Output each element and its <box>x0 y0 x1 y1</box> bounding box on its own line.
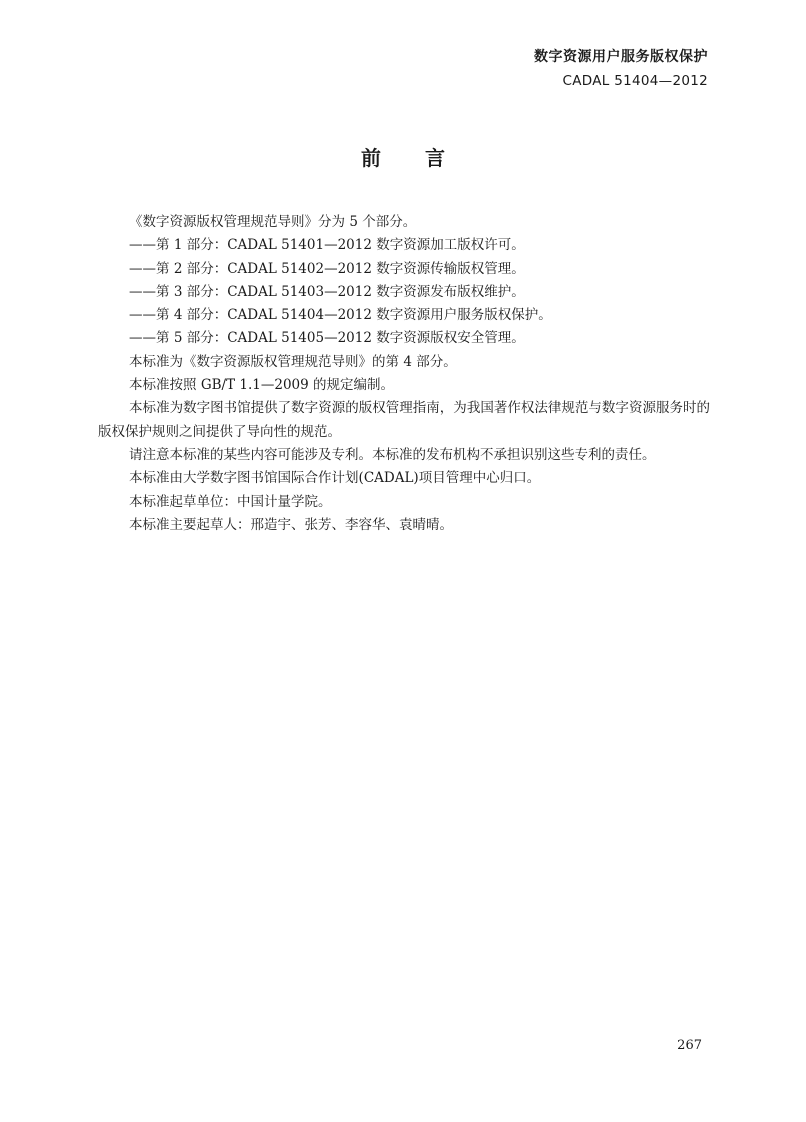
list-item-part-3: ——第 3 部分：CADAL 51403—2012 数字资源发布版权维护。 <box>129 283 525 300</box>
page-title: 前言 <box>361 146 489 170</box>
series-title: 数字资源用户服务版权保护 <box>534 49 708 65</box>
paragraph-drafters: 本标准主要起草人：邢造宇、张芳、李容华、袁晴晴。 <box>129 516 454 533</box>
list-item-part-5: ——第 5 部分：CADAL 51405—2012 数字资源版权安全管理。 <box>129 330 525 347</box>
running-header <box>534 46 708 92</box>
list-item-part-2: ——第 2 部分：CADAL 51402—2012 数字资源传输版权管理。 <box>129 260 525 277</box>
paragraph-administration: 本标准由大学数字图书馆国际合作计划(CADAL)项目管理中心归口。 <box>129 470 541 487</box>
list-item-part-1: ——第 1 部分：CADAL 51401—2012 数字资源加工版权许可。 <box>129 237 525 254</box>
standard-code: CADAL 51404—2012 <box>562 73 708 89</box>
foreword-body <box>98 211 710 537</box>
paragraph-drafting-rules: 本标准按照 GB/T 1.1—2009 的规定编制。 <box>129 377 395 394</box>
paragraph-patent-notice: 请注意本标准的某些内容可能涉及专利。本标准的发布机构不承担识别这些专利的责任。 <box>129 446 656 463</box>
paragraph-drafting-unit: 本标准起草单位：中国计量学院。 <box>129 493 332 510</box>
paragraph-intro: 《数字资源版权管理规范导则》分为 5 个部分。 <box>129 214 417 230</box>
list-item-part-4: ——第 4 部分：CADAL 51404—2012 数字资源用户服务版权保护。 <box>129 307 552 324</box>
paragraph-part-statement: 本标准为《数字资源版权管理规范导则》的第 4 部分。 <box>129 353 457 370</box>
page-number: 267 <box>677 1038 702 1053</box>
paragraph-purpose: 本标准为数字图书馆提供了数字资源的版权管理指南，为我国著作权法律规范与数字资源服务时的版权保护规则之间提供了导向性的规范。 <box>98 400 710 440</box>
